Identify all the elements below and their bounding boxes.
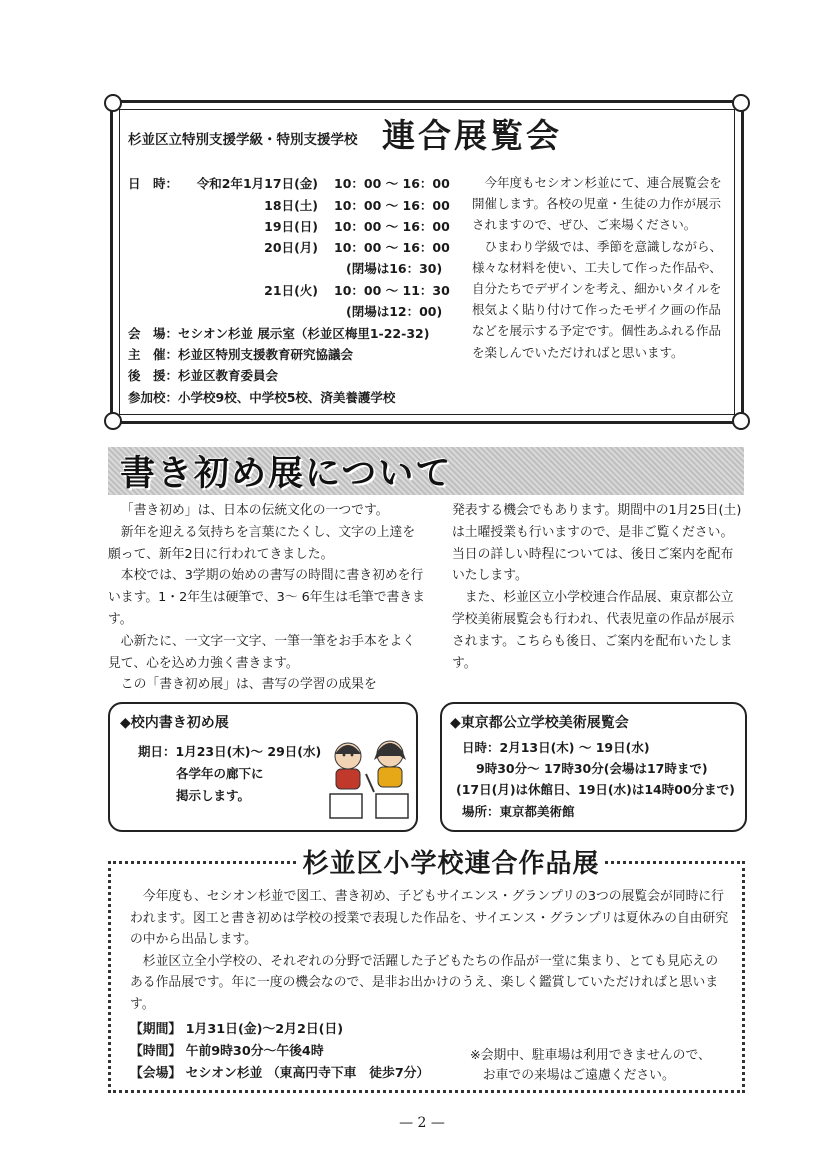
page-number: — 2 — — [399, 1115, 445, 1131]
kakizome-para: また、杉並区立小学校連合作品展、東京都公立学校美術展覧会も行われ、代表児童の作品が展示されます。こちらも後日、ご案内を配布いたします。 — [452, 590, 735, 671]
suginami-venue: 【会場】 セシオン杉並 （東高円寺下車 徒歩7分） — [130, 1066, 430, 1081]
schedule-date: 令和2年1月17日(金) — [196, 176, 318, 191]
parking-note: ※会期中、駐車場は利用できませんので、 — [470, 1048, 711, 1063]
parking-note: お車での来場はご遠慮ください。 — [470, 1068, 675, 1083]
school-kakizome-box — [108, 702, 418, 832]
schedule-time: 10：00 ～ 16：00 — [334, 219, 450, 234]
kakizome-para: 本校では、3学期の始めの書写の時間に書き初めを行います。1・2年生は硬筆で、3～ 6年生は毛筆で書きます。 — [108, 568, 425, 627]
suginami-para: 杉並区立全小学校の、それぞれの分野で活躍した子どもたちの作品が一堂に集まり、とても見応えのある作品展です。年に一度の機会なので、是非お出かけのうえ、楽しく鑑賞していただければと思います。 — [130, 953, 719, 1012]
schedule-close: (閉場は16：30) — [346, 261, 443, 276]
school-box-heading: ◆校内書き初め展 — [120, 715, 229, 731]
kakizome-title: 書き初め展について — [120, 454, 453, 494]
exhibition-title: 連合展覧会 — [382, 116, 562, 155]
participants-line: 参加校：小学校9校、中学校5校、済美養護学校 — [128, 390, 396, 405]
schedule-time: 10：00 ～ 16：00 — [334, 240, 450, 255]
support-line: 後 援：杉並区教育委員会 — [128, 368, 279, 383]
exhibition-subtitle: 杉並区立特別支援学級・特別支援学校 — [128, 132, 358, 148]
schedule-date: 18日(土) — [264, 198, 318, 213]
tokyo-art-box — [440, 702, 747, 832]
suginami-period: 【期間】 1月31日(金)～2月2日(日) — [130, 1022, 344, 1037]
kakizome-para: 「書き初め」は、日本の伝統文化の一つです。 — [120, 503, 389, 518]
kakizome-right-column — [452, 500, 742, 674]
schedule-time: 10：00 ～ 16：00 — [334, 198, 450, 213]
kakizome-left-column — [108, 500, 426, 696]
venue-line: 会 場：セシオン杉並 展示室（杉並区梅里1-22-32) — [128, 326, 430, 341]
tokyo-box-line: 9時30分～ 17時30分(会場は17時まで) — [476, 761, 708, 776]
tokyo-box-line: 場所：東京都美術館 — [462, 804, 575, 819]
tokyo-box-heading: ◆東京都公立学校美術展覧会 — [450, 715, 629, 731]
organizer-line: 主 催：杉並区特別支援教育研究協議会 — [128, 347, 354, 362]
schedule-date: 20日(月) — [264, 240, 318, 255]
tokyo-box-line: (17日(月)は休館日、19日(水)は14時00分まで) — [456, 782, 735, 797]
schedule-close: (閉場は12：00) — [346, 304, 443, 319]
kakizome-para: この「書き初め展」は、書写の学習の成果を — [120, 677, 377, 693]
suginami-para: 今年度も、セシオン杉並で図工、書き初め、子どもサイエンス・グランプリの3つの展覧会が同時に行われます。図工と書き初めは学校の授業で表現した作品を、サイエンス・グランプリは夏休みの自由研究の中から出品します。 — [130, 889, 729, 947]
kakizome-para: 心新たに、一文字一文字、一筆一筆をお手本をよく見て、心を込め力強く書きます。 — [108, 633, 416, 671]
schedule-date: 21日(火) — [264, 283, 318, 298]
exhibition-description — [472, 172, 722, 363]
suginami-hours: 【時間】 午前9時30分～午後4時 — [130, 1044, 324, 1059]
schedule-date: 19日(日) — [264, 219, 318, 234]
exhibition-para: ひまわり学級では、季節を意識しながら、様々な材料を使い、工夫して作った作品や、自分たちでデザインを考え、細かいタイルを根気よく貼り付けて作ったモザイク画の作品などを展示する予定です。個性あふれる作品を楽しんでいただければと思います。 — [472, 238, 723, 360]
schedule-label: 日 時： — [128, 176, 179, 191]
school-box-line: 各学年の廊下に — [176, 766, 264, 781]
exhibition-para: 今年度もセシオン杉並にて、連合展覧会を開催します。各校の児童・生徒の力作が展示されますので、ぜひ、ご来場ください。 — [472, 175, 722, 233]
schedule-time: 10：00 ～ 11：30 — [334, 283, 450, 298]
kakizome-para: 新年を迎える気持ちを言葉にたくし、文字の上達を願って、新年2日に行われてきました。 — [108, 524, 416, 562]
tokyo-box-line: 日時：2月13日(木) ～ 19日(水) — [462, 740, 650, 755]
suginami-title: 杉並区小学校連合作品展 — [302, 849, 600, 879]
schedule-time: 10：00 ～ 16：00 — [334, 176, 450, 191]
kakizome-para: 発表する機会でもあります。期間中の1月25日(土)は土曜授業も行いますので、是非ご覧ください。当日の詳しい時程については、後日ご案内を配布いたします。 — [452, 503, 742, 584]
school-box-line: 期日：1月23日(木)～ 29日(水) — [138, 744, 322, 759]
children-writing-illustration — [326, 734, 416, 826]
suginami-description — [130, 886, 730, 1015]
school-box-line: 掲示します。 — [176, 788, 251, 803]
